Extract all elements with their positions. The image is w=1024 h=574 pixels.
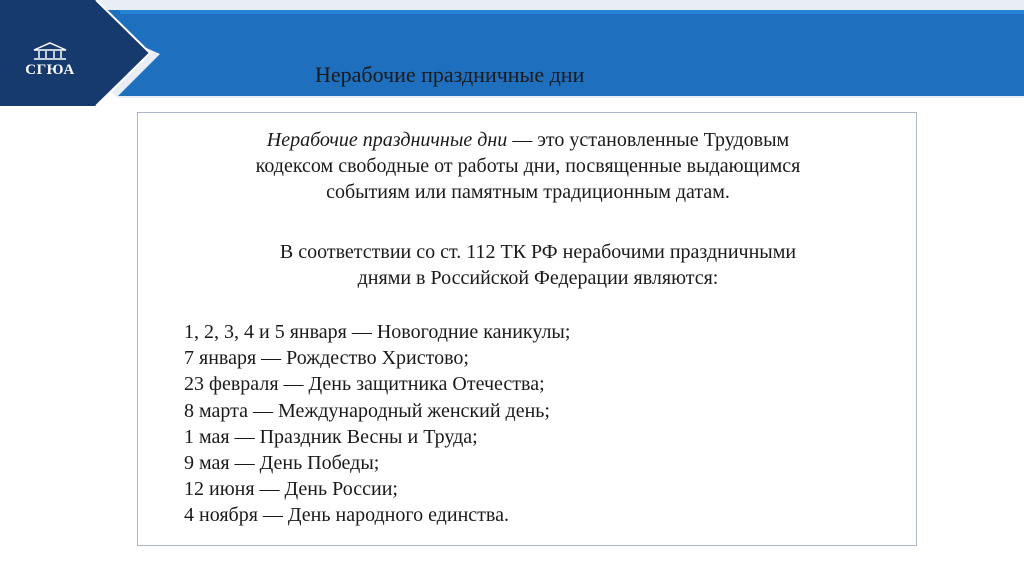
page-title: Нерабочие праздничные дни <box>315 62 585 87</box>
logo-text: СГЮА <box>25 62 75 78</box>
intro-line-1: В соответствии со ст. 112 ТК РФ нерабочими праздничными <box>279 241 797 263</box>
definition-rest: — это установленные Трудовым <box>507 129 790 151</box>
holiday-list <box>184 319 570 529</box>
list-item: 12 июня — День России; <box>184 478 398 501</box>
list-item: 8 марта — Международный женский день; <box>184 399 550 422</box>
list-item: 7 января — Рождество Христово; <box>184 347 469 370</box>
definition-line-3: событиям или памятным традиционным датам. <box>326 181 730 203</box>
logo <box>18 42 82 92</box>
building-emblem-icon <box>30 42 70 60</box>
list-item: 4 ноября — День народного единства. <box>184 504 509 527</box>
definition-paragraph <box>138 127 918 205</box>
intro-line-2: днями в Российской Федерации являются: <box>357 267 719 289</box>
header-band-graphic <box>0 0 1024 106</box>
header-band <box>0 0 1024 106</box>
list-item: 23 февраля — День защитника Отечества; <box>184 373 545 396</box>
definition-line-2: кодексом свободные от работы дни, посвященные выдающимся <box>255 155 801 177</box>
content-box <box>137 112 917 546</box>
list-item: 1, 2, 3, 4 и 5 января — Новогодние каникулы; <box>184 321 571 343</box>
list-item: 1 мая — Праздник Весны и Труда; <box>184 425 478 448</box>
definition-term: Нерабочие праздничные дни <box>266 129 508 151</box>
intro-paragraph <box>158 239 918 291</box>
list-item: 9 мая — День Победы; <box>184 452 380 475</box>
